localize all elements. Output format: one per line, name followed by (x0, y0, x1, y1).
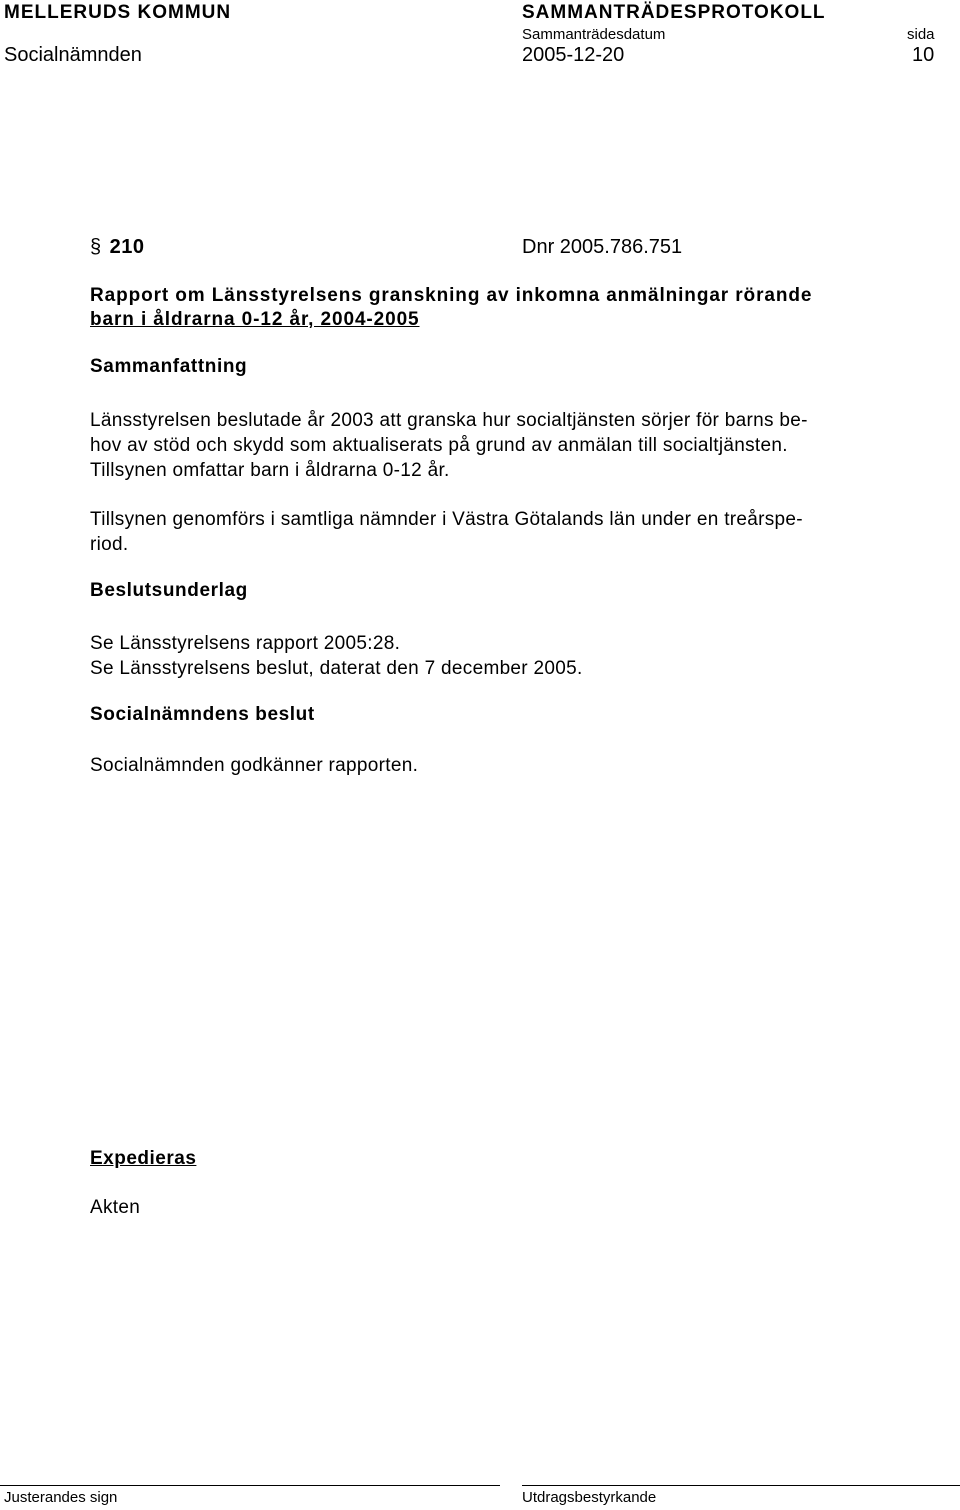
summary-paragraph-2 (90, 507, 930, 557)
text-line: Länsstyrelsen beslutade år 2003 att granska hur socialtjänsten sörjer för barns be- (90, 410, 808, 431)
text-line: riod. (90, 534, 129, 555)
basis-item: Se Länsstyrelsens beslut, daterat den 7 december 2005. (90, 658, 583, 679)
basis-list (90, 631, 930, 681)
diary-number: Dnr 2005.786.751 (522, 236, 683, 258)
date-label: Sammanträdesdatum (522, 26, 666, 43)
footer-certification-label: Utdragsbestyrkande (522, 1489, 657, 1506)
paragraph-number: 210 (109, 236, 145, 258)
expedited-recipient: Akten (90, 1197, 141, 1218)
basis-heading: Beslutsunderlag (90, 580, 248, 601)
text-line: hov av stöd och skydd som aktualiserats på grund av anmälan till socialtjänsten. (90, 435, 788, 456)
expedited-heading: Expedieras (90, 1148, 197, 1169)
decision-text (90, 753, 930, 778)
document-type: SAMMANTRÄDESPROTOKOLL (522, 2, 826, 23)
decision-line: Socialnämnden godkänner rapporten. (90, 755, 419, 776)
footer-divider-left (0, 1485, 500, 1486)
basis-item: Se Länsstyrelsens rapport 2005:28. (90, 633, 401, 654)
footer-divider-right (522, 1485, 960, 1486)
section-sign: § (90, 236, 102, 258)
paragraph-heading (90, 236, 145, 259)
committee-name: Socialnämnden (4, 44, 142, 66)
item-title (90, 284, 924, 332)
organization-name: MELLERUDS KOMMUN (4, 2, 232, 23)
text-line: Tillsynen omfattar barn i åldrarna 0-12 år. (90, 460, 450, 481)
title-line-1: Rapport om Länsstyrelsens granskning av inkomna anmälningar rörande (90, 285, 813, 306)
page-number: 10 (912, 44, 935, 66)
summary-paragraph-1 (90, 408, 930, 483)
title-line-2: barn i åldrarna 0-12 år, 2004-2005 (90, 309, 420, 330)
footer-signature-label: Justerandes sign (4, 1489, 118, 1506)
page-label: sida (907, 26, 935, 43)
summary-heading: Sammanfattning (90, 356, 248, 377)
decision-heading: Socialnämndens beslut (90, 704, 315, 725)
meeting-date: 2005-12-20 (522, 44, 625, 66)
text-line: Tillsynen genomförs i samtliga nämnder i Västra Götalands län under en treårspe- (90, 509, 803, 530)
